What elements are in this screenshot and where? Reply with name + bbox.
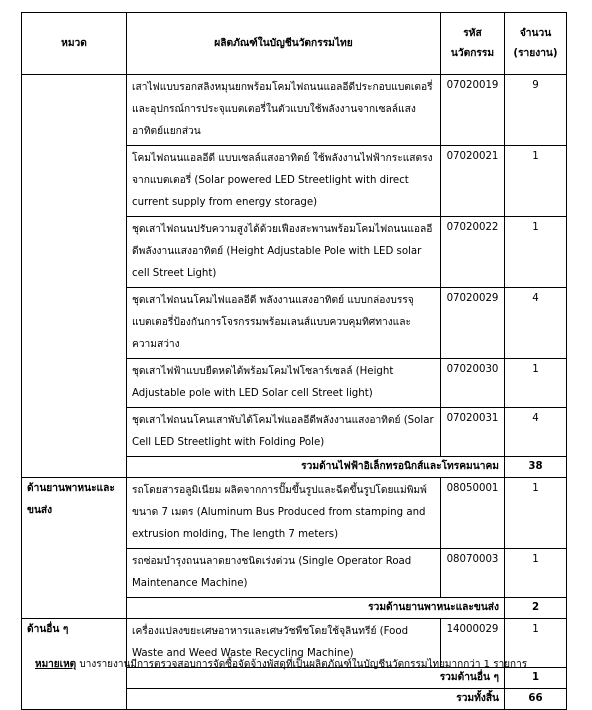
product-cell: รถโดยสารอลูมิเนียม ผลิตจากการปั๊มขึ้นรูปและฉีดขึ้นรูปโดยแม่พิมพ์ ขนาด 7 เมตร (Aluminum Bus Produced from stamping and extrusion molding, The length 7 meters): [127, 478, 441, 549]
count-cell: 1: [505, 549, 567, 598]
count-cell: 1: [505, 478, 567, 549]
header-code: [441, 13, 505, 75]
product-cell: ชุดเสาไฟถนนโคมไฟแอลอีดี พลังงานแสงอาทิตย์ แบบกล่องบรรจุแบตเตอรี่ป้องกันการโจรกรรมพร้อมเลนส์แบบควบคุมทิศทางและความสว่าง: [127, 288, 441, 359]
code-cell: 07020022: [441, 217, 505, 288]
header-count-text: จำนวน (รายงาน): [513, 27, 558, 59]
subtotal-value: 38: [505, 457, 567, 478]
product-cell: รถซ่อมบำรุงถนนลาดยางชนิดเร่งด่วน (Single Operator Road Maintenance Machine): [127, 549, 441, 598]
count-cell: 4: [505, 408, 567, 457]
code-cell: 07020019: [441, 75, 505, 146]
code-cell: 07020029: [441, 288, 505, 359]
count-cell: 1: [505, 619, 567, 668]
footnote-text: บางรายงานมีการตรวจสอบการจัดซื้อจัดจ้างพัสดุที่เป็นผลิตภัณฑ์ในบัญชีนวัตกรรมไทยมากกว่า 1 รายการ: [76, 659, 528, 670]
header-product: ผลิตภัณฑ์ในบัญชีนวัตกรรมไทย: [127, 13, 441, 75]
subtotal-value: 1: [505, 668, 567, 689]
header-count: [505, 13, 567, 75]
product-cell: ชุดเสาไฟถนนโคนเสาพับได้โคมไฟแอลอีดีพลังงานแสงอาทิตย์ (Solar Cell LED Streetlight with Folding Pole): [127, 408, 441, 457]
footnote: [35, 658, 575, 672]
grand-total-label: รวมทั้งสิ้น: [127, 689, 505, 710]
code-cell: 07020030: [441, 359, 505, 408]
product-cell: ชุดเสาไฟฟ้าแบบยืดหดได้พร้อมโคมไฟโซลาร์เซลล์ (Height Adjustable pole with LED Solar cell Street light): [127, 359, 441, 408]
table-row: [22, 75, 567, 146]
code-cell: 14000029: [441, 619, 505, 668]
table-row: [22, 478, 567, 549]
header-code-text: รหัส นวัตกรรม: [450, 27, 495, 59]
category-cell-vehicles: ด้านยานพาหนะและขนส่ง: [22, 478, 127, 619]
product-cell: เครื่องแปลงขยะเศษอาหารและเศษวัชพืชโดยใช้จุลินทรีย์ (Food Waste and Weed Waste Recycling Machine): [127, 619, 441, 668]
count-cell: 1: [505, 146, 567, 217]
subtotal-label: รวมด้านไฟฟ้าอิเล็กทรอนิกส์และโทรคมนาคม: [127, 457, 505, 478]
product-cell: โคมไฟถนนแอลอีดี แบบเซลล์แสงอาทิตย์ ใช้พลังงานไฟฟ้ากระแสตรงจากแบตเตอรี่ (Solar powered LED Streetlight with direct current supply from energy storage): [127, 146, 441, 217]
category-cell-electrical: [22, 75, 127, 478]
code-cell: 07020021: [441, 146, 505, 217]
code-cell: 08050001: [441, 478, 505, 549]
count-cell: 1: [505, 217, 567, 288]
table-header-row: [22, 13, 567, 75]
subtotal-label: รวมด้านยานพาหนะและขนส่ง: [127, 598, 505, 619]
subtotal-value: 2: [505, 598, 567, 619]
subtotal-label: รวมด้านอื่น ๆ: [127, 668, 505, 689]
count-cell: 4: [505, 288, 567, 359]
count-cell: 1: [505, 359, 567, 408]
innovation-products-table: [21, 12, 567, 710]
product-cell: ชุดเสาไฟถนนปรับความสูงได้ด้วยเฟืองสะพานพร้อมโคมไฟถนนแอลอีดีพลังงานแสงอาทิตย์ (Height Adjustable Pole with LED solar cell Street Light): [127, 217, 441, 288]
header-category: หมวด: [22, 13, 127, 75]
count-cell: 9: [505, 75, 567, 146]
footnote-label: หมายเหตุ: [35, 659, 77, 670]
grand-total-value: 66: [505, 689, 567, 710]
code-cell: 08070003: [441, 549, 505, 598]
product-cell: เสาไฟแบบรอกสลิงหมุนยกพร้อมโคมไฟถนนแอลอีดีประกอบแบตเตอรี่และอุปกรณ์การประจุแบตเตอรี่ในตัวแบบใช้พลังงานจากเซลล์แสงอาทิตย์แยกส่วน: [127, 75, 441, 146]
category-cell-others: ด้านอื่น ๆ: [22, 619, 127, 710]
code-cell: 07020031: [441, 408, 505, 457]
